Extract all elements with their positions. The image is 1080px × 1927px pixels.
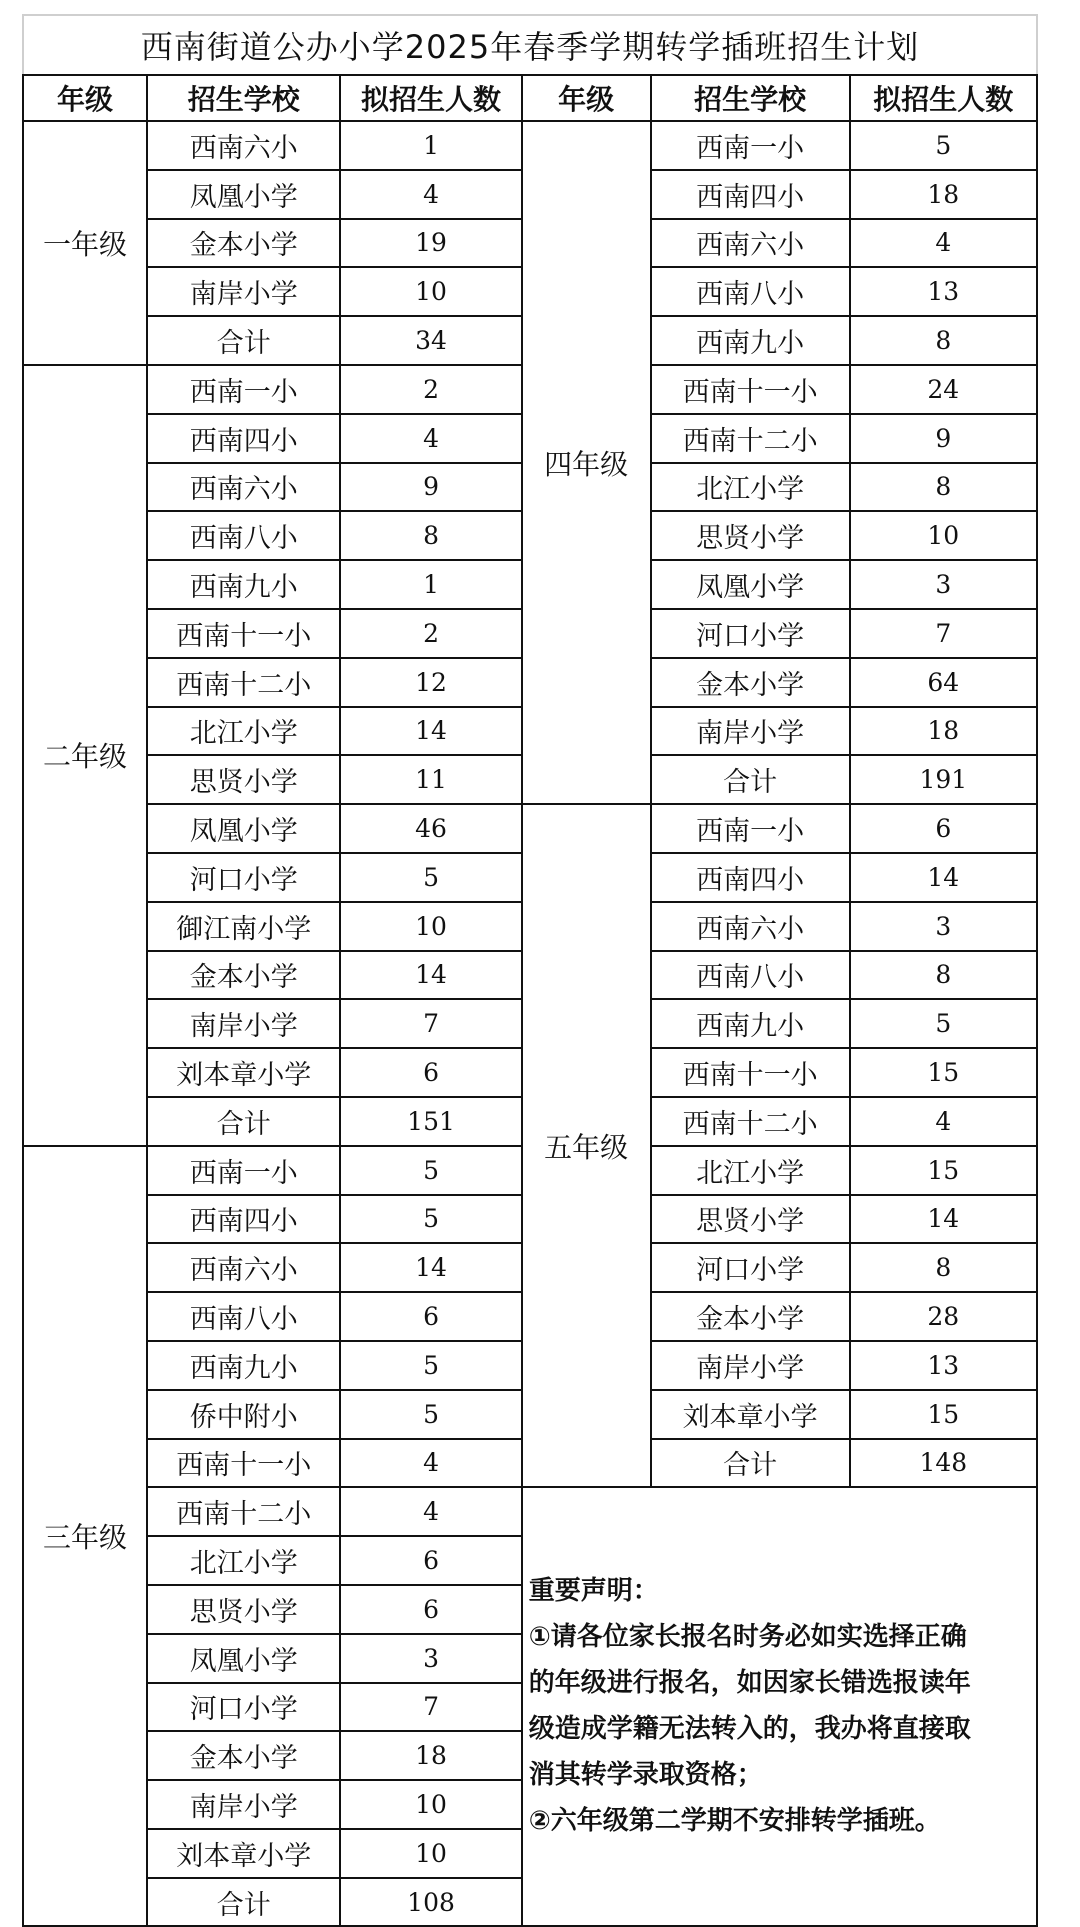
school-cell: 西南九小 <box>651 316 850 365</box>
school-cell: 西南十二小 <box>147 1487 340 1536</box>
count-cell: 7 <box>850 609 1037 658</box>
school-cell: 刘本章小学 <box>651 1390 850 1439</box>
count-cell: 18 <box>850 707 1037 756</box>
grade-cell: 三年级 <box>23 1146 147 1927</box>
notice-title: 重要声明： <box>528 1576 659 1607</box>
school-cell: 西南六小 <box>147 1243 340 1292</box>
count-cell: 9 <box>340 463 521 512</box>
school-cell: 西南十二小 <box>147 658 340 707</box>
school-cell: 合计 <box>147 1878 340 1927</box>
count-cell: 8 <box>850 1243 1037 1292</box>
count-cell: 14 <box>340 1243 521 1292</box>
count-cell: 10 <box>340 1780 521 1829</box>
document-title: 西南街道公办小学2025年春季学期转学插班招生计划 <box>22 14 1038 74</box>
count-cell: 64 <box>850 658 1037 707</box>
school-cell: 刘本章小学 <box>147 1829 340 1878</box>
school-cell: 合计 <box>147 316 340 365</box>
school-cell: 金本小学 <box>147 1731 340 1780</box>
school-cell: 凤凰小学 <box>147 170 340 219</box>
count-cell: 8 <box>340 511 521 560</box>
school-cell: 西南十一小 <box>147 1439 340 1488</box>
school-cell: 凤凰小学 <box>147 804 340 853</box>
count-cell: 10 <box>340 267 521 316</box>
school-cell: 南岸小学 <box>147 267 340 316</box>
school-cell: 金本小学 <box>147 951 340 1000</box>
header-count-right: 拟招生人数 <box>850 75 1037 121</box>
count-cell: 5 <box>340 1195 521 1244</box>
count-cell: 18 <box>850 170 1037 219</box>
notice-line: 消其转学录取资格； <box>528 1760 763 1791</box>
count-cell: 5 <box>340 853 521 902</box>
school-cell: 西南四小 <box>147 1195 340 1244</box>
grade-cell: 五年级 <box>522 804 651 1487</box>
count-cell: 15 <box>850 1146 1037 1195</box>
count-cell: 4 <box>340 1487 521 1536</box>
count-cell: 10 <box>340 902 521 951</box>
school-cell: 凤凰小学 <box>651 560 850 609</box>
count-cell: 3 <box>340 1634 521 1683</box>
count-cell: 8 <box>850 951 1037 1000</box>
school-cell: 南岸小学 <box>147 1780 340 1829</box>
notice-line: 的年级进行报名，如因家长错选报读年 <box>528 1668 971 1699</box>
school-cell: 御江南小学 <box>147 902 340 951</box>
school-cell: 河口小学 <box>651 1243 850 1292</box>
count-cell: 108 <box>340 1878 521 1927</box>
count-cell: 8 <box>850 463 1037 512</box>
school-cell: 西南六小 <box>147 121 340 170</box>
school-cell: 合计 <box>651 1439 850 1488</box>
grade-cell: 二年级 <box>23 365 147 1146</box>
document <box>22 14 1038 1927</box>
count-cell: 6 <box>340 1292 521 1341</box>
count-cell: 9 <box>850 414 1037 463</box>
school-cell: 西南八小 <box>651 267 850 316</box>
count-cell: 1 <box>340 121 521 170</box>
school-cell: 西南九小 <box>147 560 340 609</box>
count-cell: 151 <box>340 1097 521 1146</box>
school-cell: 北江小学 <box>651 463 850 512</box>
count-cell: 6 <box>340 1585 521 1634</box>
table-row <box>23 804 1037 853</box>
school-cell: 北江小学 <box>651 1146 850 1195</box>
table-body <box>23 121 1037 1926</box>
count-cell: 13 <box>850 1341 1037 1390</box>
count-cell: 3 <box>850 902 1037 951</box>
school-cell: 凤凰小学 <box>147 1634 340 1683</box>
count-cell: 4 <box>340 1439 521 1488</box>
school-cell: 北江小学 <box>147 1536 340 1585</box>
school-cell: 西南四小 <box>147 414 340 463</box>
count-cell: 14 <box>340 707 521 756</box>
count-cell: 8 <box>850 316 1037 365</box>
school-cell: 河口小学 <box>651 609 850 658</box>
count-cell: 34 <box>340 316 521 365</box>
school-cell: 思贤小学 <box>147 755 340 804</box>
header-school-right: 招生学校 <box>651 75 850 121</box>
count-cell: 5 <box>340 1390 521 1439</box>
count-cell: 191 <box>850 755 1037 804</box>
school-cell: 西南六小 <box>651 902 850 951</box>
count-cell: 5 <box>340 1146 521 1195</box>
count-cell: 14 <box>340 951 521 1000</box>
school-cell: 北江小学 <box>147 707 340 756</box>
header-grade-left: 年级 <box>23 75 147 121</box>
notice-line: ②六年级第二学期不安排转学插班。 <box>528 1806 941 1837</box>
count-cell: 11 <box>340 755 521 804</box>
school-cell: 刘本章小学 <box>147 1048 340 1097</box>
school-cell: 合计 <box>147 1097 340 1146</box>
count-cell: 28 <box>850 1292 1037 1341</box>
count-cell: 10 <box>340 1829 521 1878</box>
count-cell: 14 <box>850 1195 1037 1244</box>
count-cell: 13 <box>850 267 1037 316</box>
table-row <box>23 121 1037 170</box>
school-cell: 侨中附小 <box>147 1390 340 1439</box>
school-cell: 西南一小 <box>651 804 850 853</box>
count-cell: 24 <box>850 365 1037 414</box>
header-school-left: 招生学校 <box>147 75 340 121</box>
count-cell: 1 <box>340 560 521 609</box>
school-cell: 西南十一小 <box>651 365 850 414</box>
table-row <box>23 1487 1037 1536</box>
school-cell: 西南十一小 <box>147 609 340 658</box>
school-cell: 南岸小学 <box>651 1341 850 1390</box>
count-cell: 12 <box>340 658 521 707</box>
school-cell: 南岸小学 <box>147 999 340 1048</box>
school-cell: 西南十一小 <box>651 1048 850 1097</box>
school-cell: 西南十二小 <box>651 414 850 463</box>
count-cell: 4 <box>340 414 521 463</box>
count-cell: 6 <box>850 804 1037 853</box>
school-cell: 西南九小 <box>651 999 850 1048</box>
school-cell: 南岸小学 <box>651 707 850 756</box>
count-cell: 14 <box>850 853 1037 902</box>
count-cell: 15 <box>850 1390 1037 1439</box>
school-cell: 西南九小 <box>147 1341 340 1390</box>
header-grade-right: 年级 <box>522 75 651 121</box>
count-cell: 4 <box>850 1097 1037 1146</box>
count-cell: 3 <box>850 560 1037 609</box>
count-cell: 6 <box>340 1048 521 1097</box>
count-cell: 148 <box>850 1439 1037 1488</box>
count-cell: 7 <box>340 999 521 1048</box>
count-cell: 18 <box>340 1731 521 1780</box>
header-row <box>23 75 1037 121</box>
count-cell: 46 <box>340 804 521 853</box>
count-cell: 15 <box>850 1048 1037 1097</box>
count-cell: 5 <box>340 1341 521 1390</box>
school-cell: 西南八小 <box>147 1292 340 1341</box>
notice-line: ①请各位家长报名时务必如实选择正确 <box>528 1622 967 1653</box>
school-cell: 西南六小 <box>147 463 340 512</box>
school-cell: 西南八小 <box>651 951 850 1000</box>
enrollment-table <box>22 74 1038 1927</box>
school-cell: 西南一小 <box>651 121 850 170</box>
school-cell: 河口小学 <box>147 1683 340 1732</box>
count-cell: 6 <box>340 1536 521 1585</box>
count-cell: 2 <box>340 365 521 414</box>
grade-cell: 一年级 <box>23 121 147 365</box>
school-cell: 合计 <box>651 755 850 804</box>
important-notice <box>522 1487 1037 1926</box>
school-cell: 金本小学 <box>651 658 850 707</box>
school-cell: 西南十二小 <box>651 1097 850 1146</box>
school-cell: 西南一小 <box>147 1146 340 1195</box>
count-cell: 19 <box>340 219 521 268</box>
school-cell: 思贤小学 <box>651 1195 850 1244</box>
count-cell: 7 <box>340 1683 521 1732</box>
school-cell: 河口小学 <box>147 853 340 902</box>
school-cell: 金本小学 <box>147 219 340 268</box>
count-cell: 2 <box>340 609 521 658</box>
school-cell: 西南六小 <box>651 219 850 268</box>
school-cell: 金本小学 <box>651 1292 850 1341</box>
school-cell: 西南四小 <box>651 170 850 219</box>
school-cell: 西南一小 <box>147 365 340 414</box>
grade-cell: 四年级 <box>522 121 651 804</box>
count-cell: 4 <box>340 170 521 219</box>
count-cell: 10 <box>850 511 1037 560</box>
count-cell: 5 <box>850 999 1037 1048</box>
school-cell: 思贤小学 <box>147 1585 340 1634</box>
count-cell: 4 <box>850 219 1037 268</box>
count-cell: 5 <box>850 121 1037 170</box>
school-cell: 思贤小学 <box>651 511 850 560</box>
notice-line: 级造成学籍无法转入的，我办将直接取 <box>528 1714 971 1745</box>
header-count-left: 拟招生人数 <box>340 75 521 121</box>
school-cell: 西南四小 <box>651 853 850 902</box>
school-cell: 西南八小 <box>147 511 340 560</box>
